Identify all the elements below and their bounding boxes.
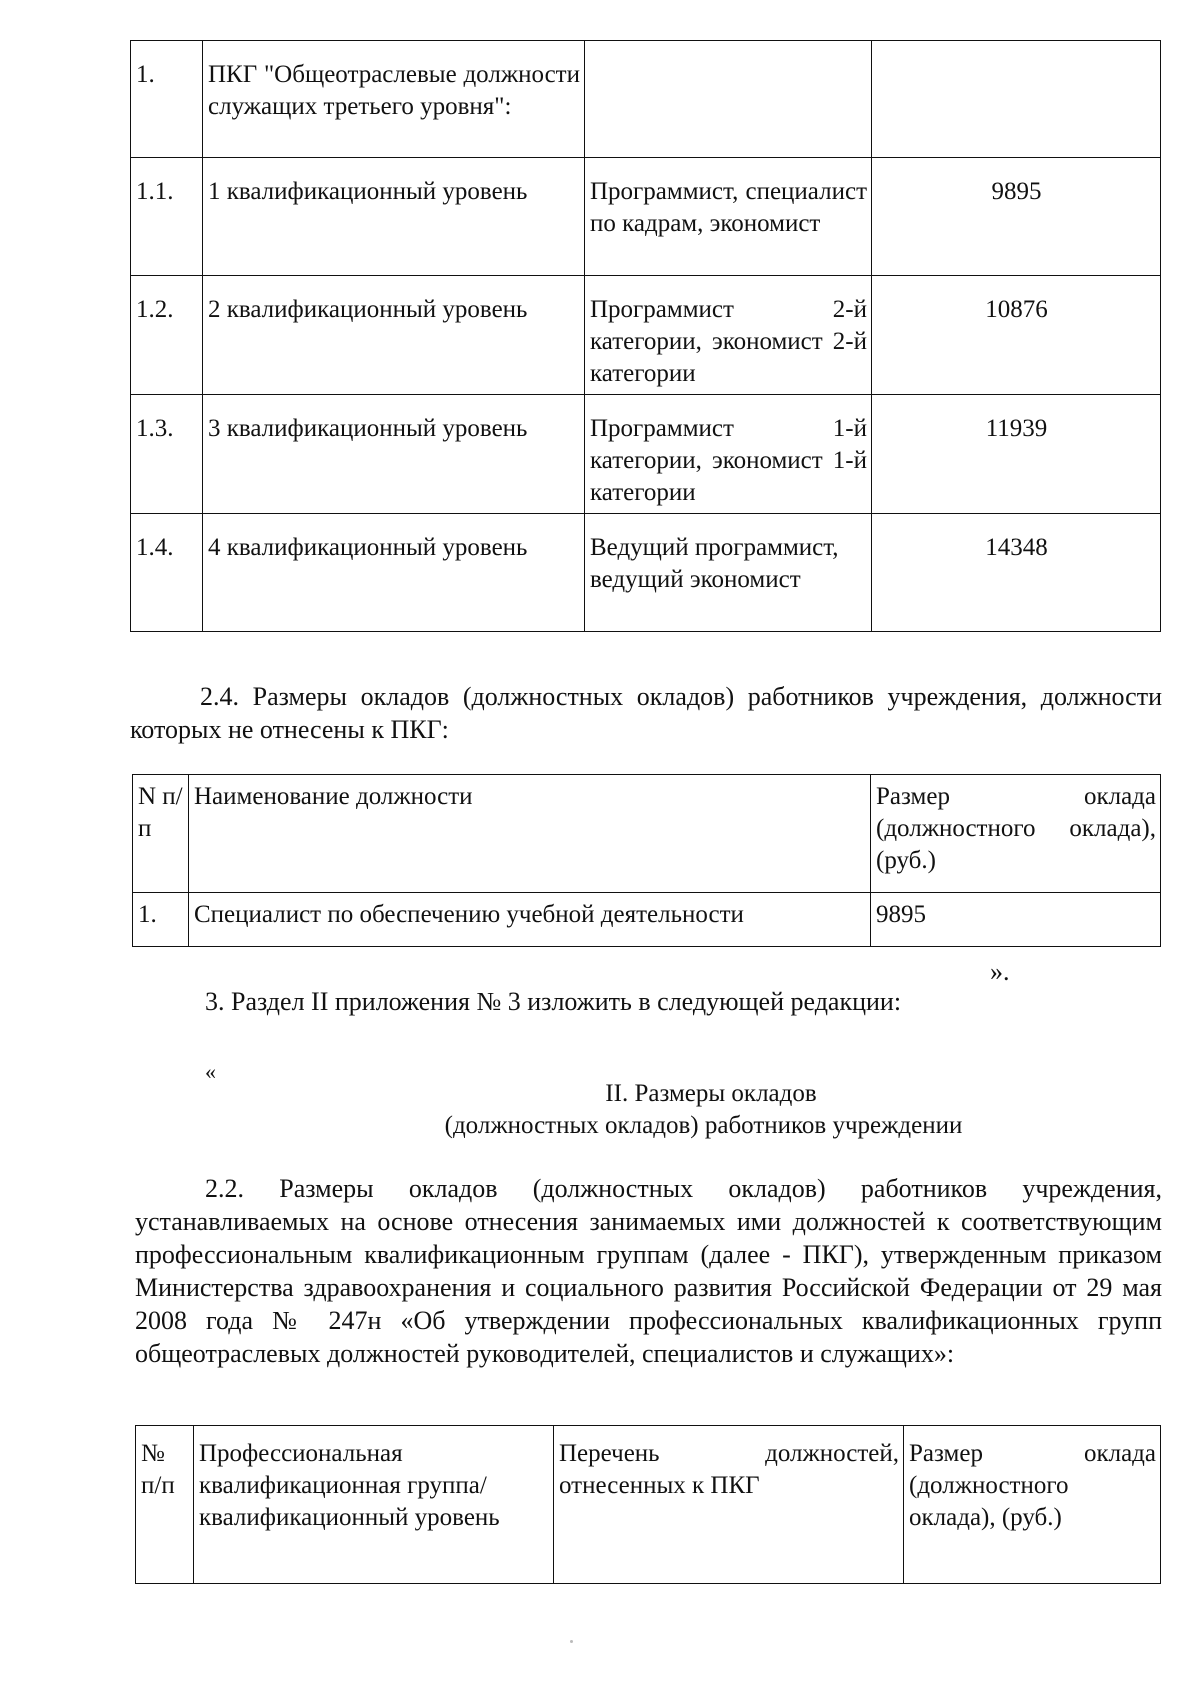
header-num: N п/п — [133, 775, 189, 893]
group-name: 2 квалификационный уровень — [203, 276, 585, 395]
group-name: 4 квалификационный уровень — [203, 514, 585, 632]
positions — [585, 41, 872, 158]
row-number: 1.2. — [131, 276, 203, 395]
table-header-row — [133, 775, 1161, 893]
section-heading — [130, 1078, 1162, 1142]
header-group: Профессиональная квалификационная группа/квалификационный уровень — [194, 1426, 554, 1584]
header-name: Наименование должности — [189, 775, 871, 893]
salary: 11939 — [872, 395, 1161, 514]
row-number: 1. — [133, 893, 189, 947]
salary: 14348 — [872, 514, 1161, 632]
section-heading-line2: (должностных окладов) работников учреждении — [444, 1112, 963, 1139]
position-name: Специалист по обеспечению учебной деятельности — [189, 893, 871, 947]
row-number: 1.3. — [131, 395, 203, 514]
positions: Программист, специалист по кадрам, экономист — [585, 158, 872, 276]
positions: Программист 1-й категории, экономист 1-й категории — [585, 395, 872, 514]
non-pkg-table — [132, 774, 1161, 947]
page-mark — [570, 1640, 573, 1643]
paragraph-2-4: 2.4. Размеры окладов (должностных окладов) работников учреждения, должности которых не отнесены к ПКГ: — [130, 682, 1162, 744]
row-number: 1.1. — [131, 158, 203, 276]
group-name: 1 квалификационный уровень — [203, 158, 585, 276]
salary: 9895 — [872, 158, 1161, 276]
group-name: 3 квалификационный уровень — [203, 395, 585, 514]
table-row — [131, 395, 1161, 514]
table-row — [131, 41, 1161, 158]
row-number: 1.4. — [131, 514, 203, 632]
table-row — [131, 158, 1161, 276]
pkg-table — [130, 40, 1161, 632]
header-salary: Размер оклада (должностного оклада), (руб.) — [871, 775, 1161, 893]
section-heading-line1: II. Размеры окладов — [605, 1080, 817, 1107]
pkg-header-table — [135, 1425, 1161, 1584]
group-name: ПКГ "Общеотраслевые должности служащих третьего уровня": — [203, 41, 585, 158]
salary: 9895 — [871, 893, 1161, 947]
table-row — [131, 514, 1161, 632]
header-num: № п/п — [136, 1426, 194, 1584]
salary: 10876 — [872, 276, 1161, 395]
header-salary: Размер оклада (должностного оклада), (руб.) — [904, 1426, 1161, 1584]
row-number: 1. — [131, 41, 203, 158]
closing-quote: ». — [990, 957, 1010, 986]
paragraph-2-2: 2.2. Размеры окладов (должностных окладов) работников учреждения, устанавливаемых на основе отнесения занимаемых ими должностей к соответствующим профессиональным квалификационным группам (далее - ПКГ), утвержденным приказом Министерства здравоохранения и социального развития Российской Федерации от 29 мая 2008 года № 247н «Об утверждении профессиональных квалификационных групп общеотраслевых должностей руководителей, специалистов и служащих»: — [135, 1174, 1162, 1368]
opening-quote: « — [205, 1059, 216, 1084]
table-row — [131, 276, 1161, 395]
table-row — [133, 893, 1161, 947]
header-positions: Перечень должностей, отнесенных к ПКГ — [554, 1426, 904, 1584]
table-header-row — [136, 1426, 1161, 1584]
item-3: 3. Раздел II приложения № 3 изложить в следующей редакции: — [205, 987, 902, 1016]
positions: Программист 2-й категории, экономист 2-й категории — [585, 276, 872, 395]
positions: Ведущий программист, ведущий экономист — [585, 514, 872, 632]
salary — [872, 41, 1161, 158]
